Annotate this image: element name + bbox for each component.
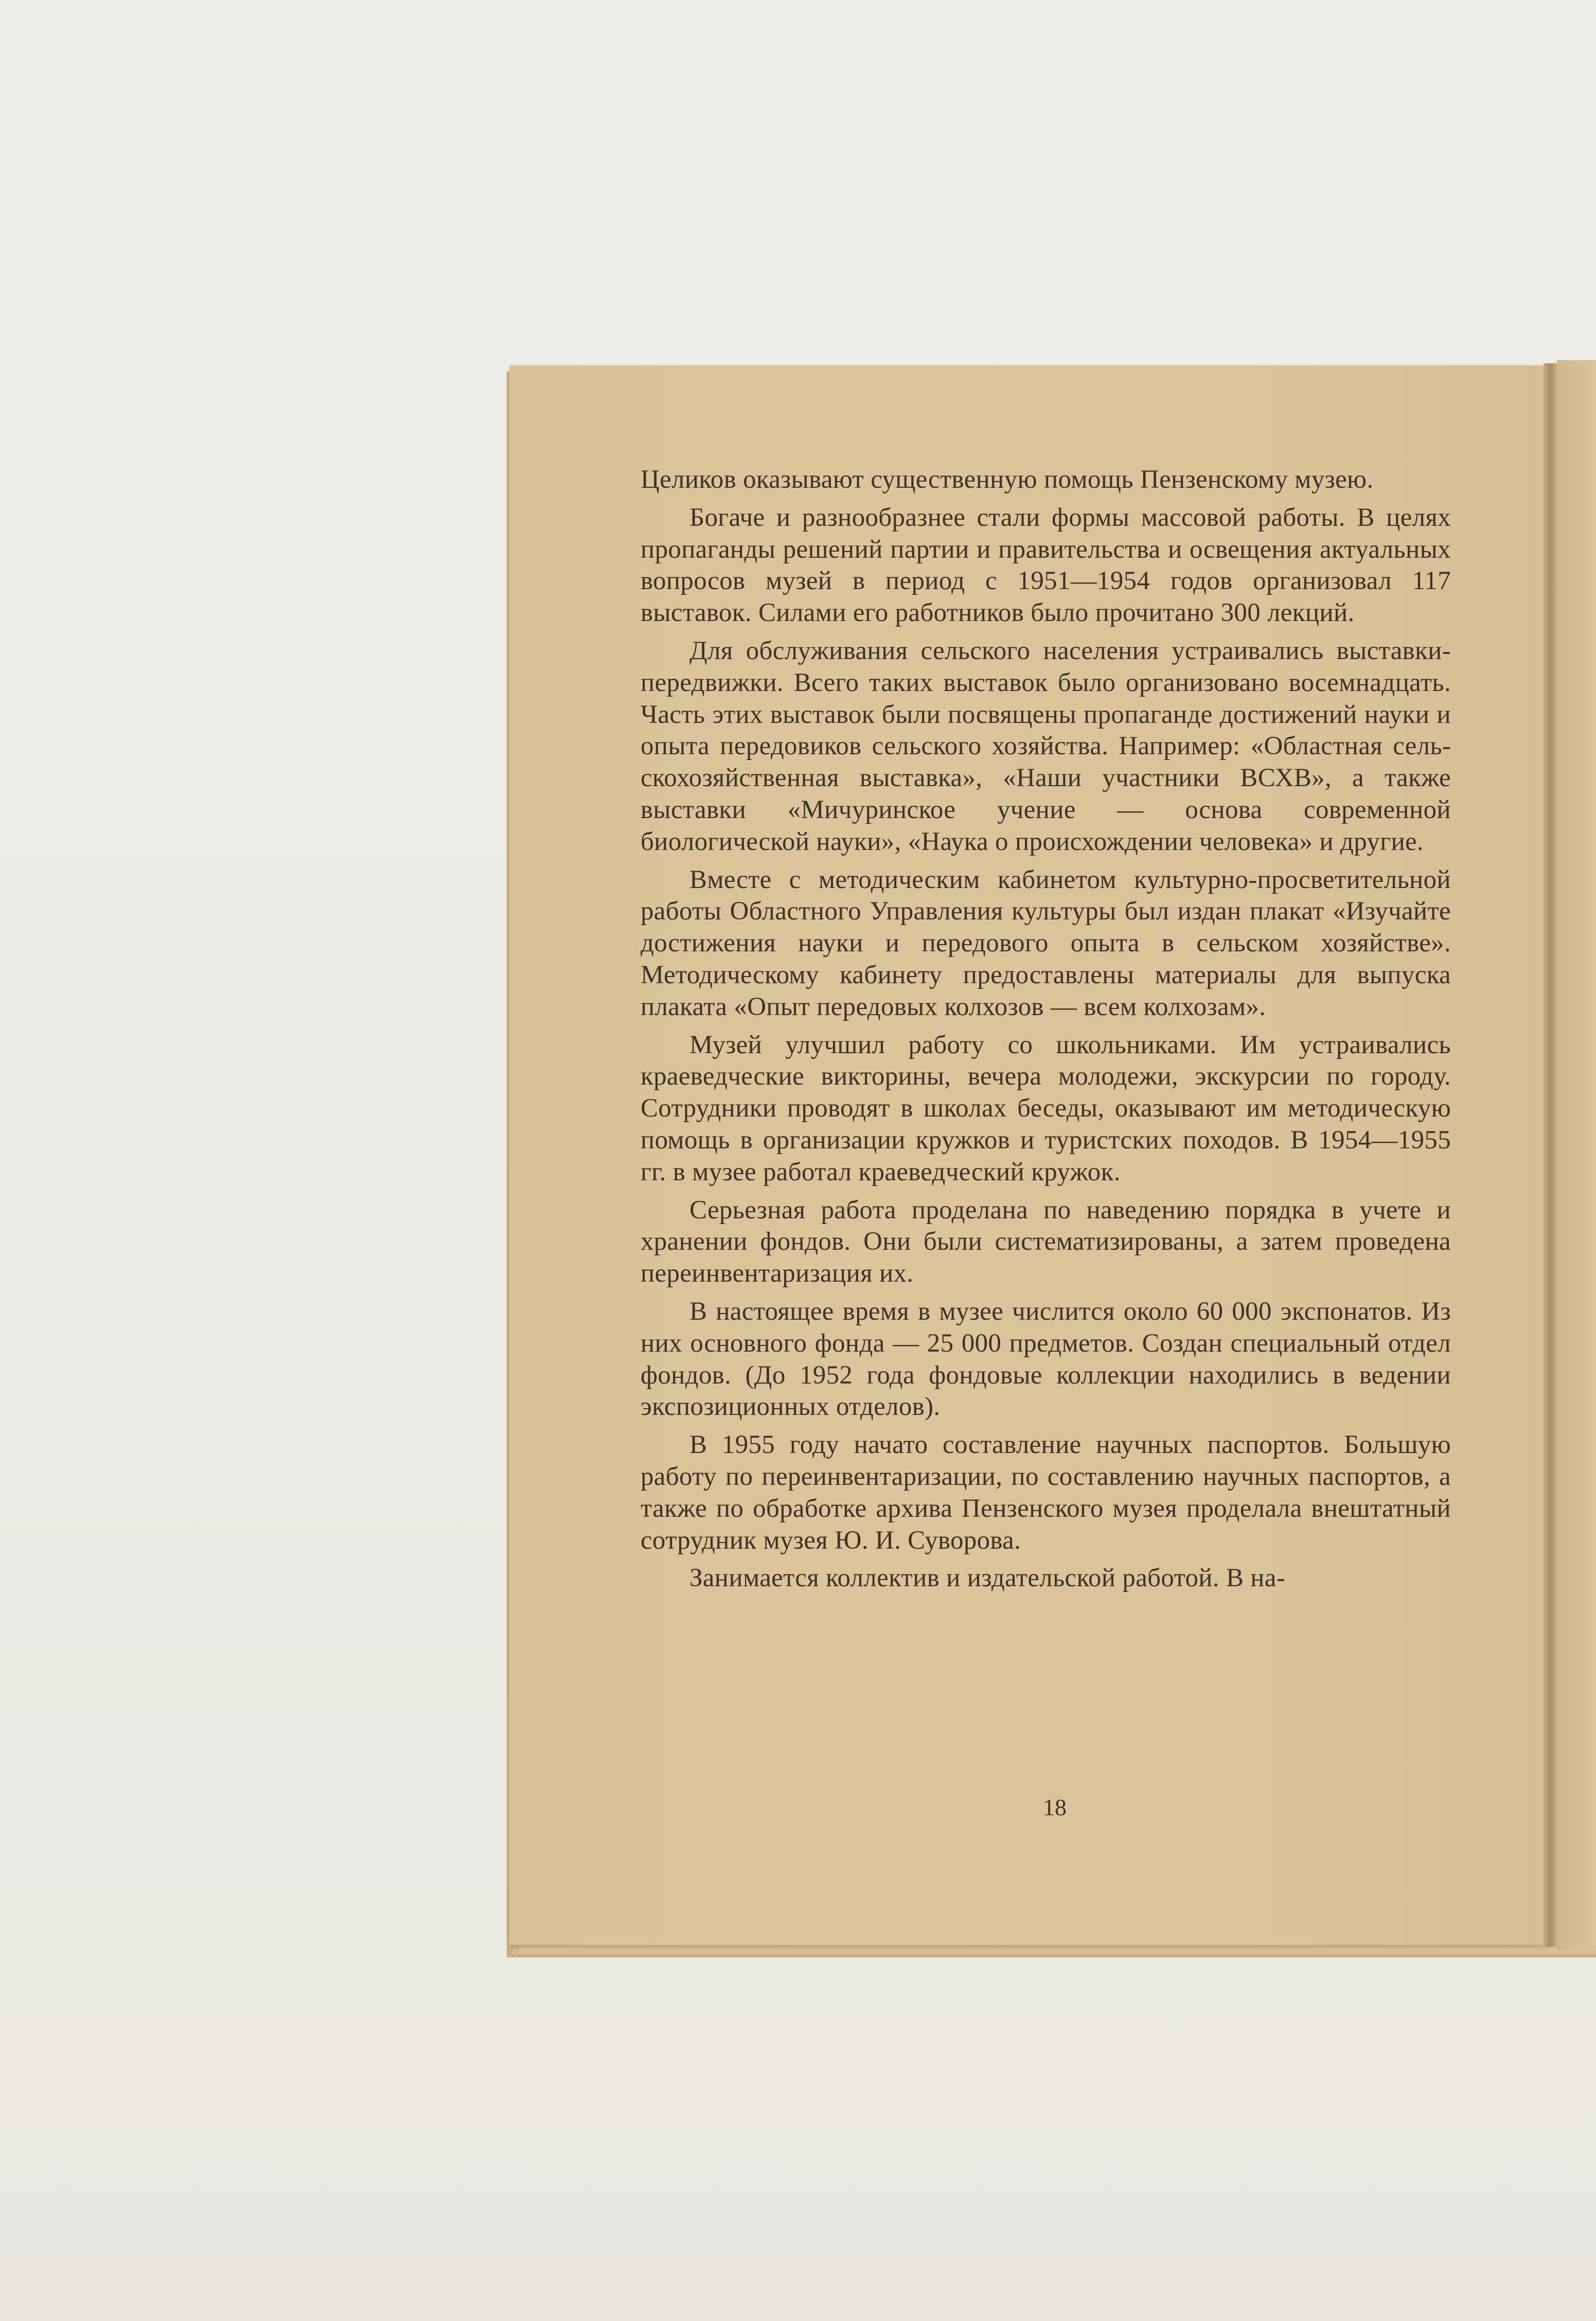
paragraph: Богаче и разнообразнее стали формы массовой работы. В целях пропаганды решений партии и правительства и освещения актуальных вопросов музей в период с 1951—1954 годов организовал 117 выставок. Силами его работников было прочитано 300 лекций. [641, 503, 1451, 628]
paragraph: В настоящее время в музее числится около 60 000 экспонатов. Из них основного фонда — 25 000 предметов. Создан специальный отдел фондов. (До 1952 года фондовые коллекции находились в ведении экспозиционных отделов). [641, 1297, 1451, 1422]
paragraph: Целиков оказывают существенную помощь Пензенскому музею. [641, 465, 1374, 494]
paragraph: Вместе с методическим кабинетом культурно-просветительной работы Областного Управления культуры был издан плакат «Изучайте достижения науки и передового опыта в сельском хозяйстве». Методическому кабинету предоставлены материалы для выпуска плаката «Опыт передовых колхозов — всем колхозам». [641, 865, 1451, 1021]
paragraph: Занимается коллектив и издательской работой. В на- [689, 1564, 1286, 1593]
paragraph: В 1955 году начато составление научных паспортов. Большую работу по переинвентаризации, по составлению научных паспортов, а также по обработке архива Пензенского музея проделала внештатный сотрудник музея Ю. И. Суворова. [641, 1430, 1451, 1555]
page-text [641, 464, 1451, 1601]
book-gutter [1544, 363, 1557, 1947]
paragraph: Для обслуживания сельского населения устраивались выставки-передвижки. Всего таких выставок было организовано восемнадцать. Часть этих выставок были посвящены пропаганде достижений науки и опыта передовиков сельского хозяйства. Например: «Областная сельскохозяйственная выставка», «Наши участники ВСХВ», а также выставки «Мичуринское учение — основа современной биологической науки», «Наука о происхождении человека» и другие. [641, 636, 1451, 856]
adjacent-page-edge [1557, 360, 1596, 1950]
paragraph: Серьезная работа проделана по наведению порядка в учете и хранении фондов. Они были систематизированы, а затем проведена переинвентаризация их. [641, 1195, 1451, 1288]
paragraph: Музей улучшил работу со школьниками. Им устраивались краеведческие викторины, вечера молодежи, экскурсии по городу. Сотрудники проводят в школах беседы, оказывают им методическую помощь в организации кружков и туристских походов. В 1954—1955 гг. в музее работал краеведческий кружок. [641, 1030, 1451, 1186]
page-number: 18 [1043, 1794, 1067, 1820]
